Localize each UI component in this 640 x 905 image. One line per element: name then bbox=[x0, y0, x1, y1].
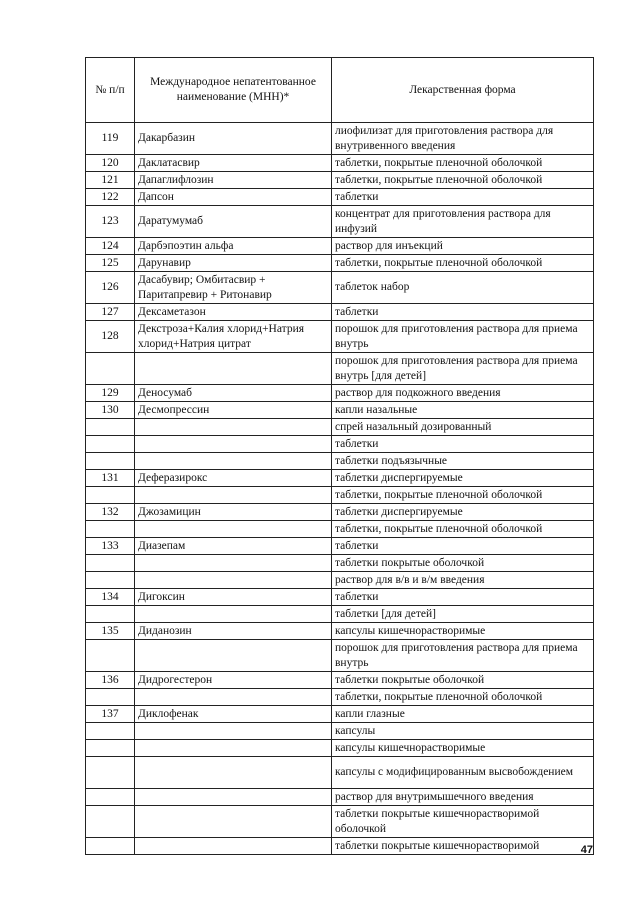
row-number bbox=[86, 487, 135, 504]
row-number bbox=[86, 572, 135, 589]
row-number: 131 bbox=[86, 470, 135, 487]
table-row bbox=[86, 255, 594, 272]
row-form: капли назальные bbox=[332, 402, 594, 419]
row-form: таблетки [для детей] bbox=[332, 606, 594, 623]
row-name: Дигоксин bbox=[135, 589, 332, 606]
row-number: 123 bbox=[86, 206, 135, 238]
row-number: 119 bbox=[86, 123, 135, 155]
row-name bbox=[135, 740, 332, 757]
page-number: 47 bbox=[580, 844, 593, 856]
table-row bbox=[86, 504, 594, 521]
row-form: раствор для инъекций bbox=[332, 238, 594, 255]
row-number: 134 bbox=[86, 589, 135, 606]
row-number: 136 bbox=[86, 672, 135, 689]
table-row bbox=[86, 353, 594, 385]
row-form: таблетки, покрытые пленочной оболочкой bbox=[332, 172, 594, 189]
row-form: капли глазные bbox=[332, 706, 594, 723]
row-form: таблетки диспергируемые bbox=[332, 470, 594, 487]
row-number: 129 bbox=[86, 385, 135, 402]
table-row bbox=[86, 385, 594, 402]
row-number bbox=[86, 453, 135, 470]
row-name bbox=[135, 555, 332, 572]
row-form: порошок для приготовления раствора для приема внутрь bbox=[332, 321, 594, 353]
row-number bbox=[86, 521, 135, 538]
header-form: Лекарственная форма bbox=[332, 58, 594, 123]
row-form: порошок для приготовления раствора для приема внутрь bbox=[332, 640, 594, 672]
row-form: раствор для в/в и в/м введения bbox=[332, 572, 594, 589]
table-row bbox=[86, 123, 594, 155]
row-name: Дарбэпоэтин альфа bbox=[135, 238, 332, 255]
row-number: 126 bbox=[86, 272, 135, 304]
table-row bbox=[86, 572, 594, 589]
row-name: Диданозин bbox=[135, 623, 332, 640]
row-form: таблетки, покрытые пленочной оболочкой bbox=[332, 255, 594, 272]
table-row bbox=[86, 402, 594, 419]
table-row bbox=[86, 419, 594, 436]
row-number: 127 bbox=[86, 304, 135, 321]
row-number bbox=[86, 419, 135, 436]
row-name: Дидрогестерон bbox=[135, 672, 332, 689]
row-name bbox=[135, 572, 332, 589]
row-name bbox=[135, 606, 332, 623]
table-row bbox=[86, 521, 594, 538]
row-form: капсулы кишечнорастворимые bbox=[332, 740, 594, 757]
table-row bbox=[86, 706, 594, 723]
row-form: таблеток набор bbox=[332, 272, 594, 304]
table-body bbox=[86, 123, 594, 855]
table-row bbox=[86, 723, 594, 740]
row-name bbox=[135, 453, 332, 470]
table-row bbox=[86, 555, 594, 572]
table-row bbox=[86, 321, 594, 353]
row-number: 122 bbox=[86, 189, 135, 206]
row-name bbox=[135, 419, 332, 436]
row-name: Дарунавир bbox=[135, 255, 332, 272]
row-form: таблетки, покрытые пленочной оболочкой bbox=[332, 487, 594, 504]
row-form: таблетки подъязычные bbox=[332, 453, 594, 470]
row-number: 130 bbox=[86, 402, 135, 419]
row-name bbox=[135, 436, 332, 453]
row-number bbox=[86, 689, 135, 706]
row-name: Диазепам bbox=[135, 538, 332, 555]
row-name: Десмопрессин bbox=[135, 402, 332, 419]
row-number: 128 bbox=[86, 321, 135, 353]
row-name bbox=[135, 757, 332, 789]
row-name bbox=[135, 487, 332, 504]
row-form: таблетки диспергируемые bbox=[332, 504, 594, 521]
row-form: таблетки bbox=[332, 589, 594, 606]
row-form: капсулы с модифицированным высвобождением bbox=[332, 757, 594, 789]
row-number bbox=[86, 436, 135, 453]
row-form: концентрат для приготовления раствора для инфузий bbox=[332, 206, 594, 238]
row-form: раствор для внутримышечного введения bbox=[332, 789, 594, 806]
row-form: капсулы bbox=[332, 723, 594, 740]
table-row bbox=[86, 172, 594, 189]
row-number: 124 bbox=[86, 238, 135, 255]
row-name: Дасабувир; Омбитасвир + Паритапревир + Ритонавир bbox=[135, 272, 332, 304]
row-number: 125 bbox=[86, 255, 135, 272]
row-number bbox=[86, 789, 135, 806]
row-form: лиофилизат для приготовления раствора для внутривенного введения bbox=[332, 123, 594, 155]
row-name bbox=[135, 640, 332, 672]
table-row bbox=[86, 672, 594, 689]
row-form: таблетки, покрытые пленочной оболочкой bbox=[332, 689, 594, 706]
table-row bbox=[86, 436, 594, 453]
row-name: Джозамицин bbox=[135, 504, 332, 521]
table-row bbox=[86, 470, 594, 487]
table-row bbox=[86, 238, 594, 255]
table-row bbox=[86, 272, 594, 304]
table-row bbox=[86, 740, 594, 757]
row-number bbox=[86, 740, 135, 757]
row-form: порошок для приготовления раствора для приема внутрь [для детей] bbox=[332, 353, 594, 385]
row-form: таблетки, покрытые пленочной оболочкой bbox=[332, 521, 594, 538]
row-name: Даклатасвир bbox=[135, 155, 332, 172]
row-name bbox=[135, 689, 332, 706]
row-form: капсулы кишечнорастворимые bbox=[332, 623, 594, 640]
table-row bbox=[86, 155, 594, 172]
table-row bbox=[86, 206, 594, 238]
row-number bbox=[86, 806, 135, 838]
row-number bbox=[86, 353, 135, 385]
row-number: 132 bbox=[86, 504, 135, 521]
row-name: Дапаглифлозин bbox=[135, 172, 332, 189]
row-number: 120 bbox=[86, 155, 135, 172]
row-name: Дексаметазон bbox=[135, 304, 332, 321]
row-number: 121 bbox=[86, 172, 135, 189]
table-row bbox=[86, 189, 594, 206]
row-number: 133 bbox=[86, 538, 135, 555]
row-form: таблетки bbox=[332, 436, 594, 453]
row-form: таблетки bbox=[332, 538, 594, 555]
row-number bbox=[86, 838, 135, 855]
table-header-row bbox=[86, 58, 594, 123]
table-row bbox=[86, 789, 594, 806]
row-form: таблетки bbox=[332, 304, 594, 321]
table-row bbox=[86, 453, 594, 470]
row-name: Дакарбазин bbox=[135, 123, 332, 155]
row-number bbox=[86, 606, 135, 623]
drug-table bbox=[85, 57, 594, 855]
row-form: раствор для подкожного введения bbox=[332, 385, 594, 402]
table-row bbox=[86, 487, 594, 504]
table-row bbox=[86, 689, 594, 706]
row-name bbox=[135, 521, 332, 538]
row-name bbox=[135, 789, 332, 806]
row-name bbox=[135, 723, 332, 740]
row-name: Диклофенак bbox=[135, 706, 332, 723]
table-row bbox=[86, 538, 594, 555]
row-name: Даратумумаб bbox=[135, 206, 332, 238]
table-row bbox=[86, 838, 594, 855]
table-row bbox=[86, 304, 594, 321]
row-form: таблетки покрытые кишечнорастворимой оболочкой bbox=[332, 806, 594, 838]
row-number bbox=[86, 723, 135, 740]
table-row bbox=[86, 640, 594, 672]
table-row bbox=[86, 623, 594, 640]
table-row bbox=[86, 606, 594, 623]
row-form: таблетки покрытые кишечнорастворимой bbox=[332, 838, 594, 855]
row-number bbox=[86, 757, 135, 789]
row-form: таблетки bbox=[332, 189, 594, 206]
header-name: Международное непатентованное наименование (МНН)* bbox=[135, 58, 332, 123]
row-form: спрей назальный дозированный bbox=[332, 419, 594, 436]
row-number bbox=[86, 640, 135, 672]
header-number: № п/п bbox=[86, 58, 135, 123]
row-form: таблетки покрытые оболочкой bbox=[332, 672, 594, 689]
row-number bbox=[86, 555, 135, 572]
row-name bbox=[135, 838, 332, 855]
row-name: Декстроза+Калия хлорид+Натрия хлорид+Натрия цитрат bbox=[135, 321, 332, 353]
row-name bbox=[135, 806, 332, 838]
table-row bbox=[86, 589, 594, 606]
row-form: таблетки покрытые оболочкой bbox=[332, 555, 594, 572]
row-name: Дапсон bbox=[135, 189, 332, 206]
row-form: таблетки, покрытые пленочной оболочкой bbox=[332, 155, 594, 172]
table-row bbox=[86, 757, 594, 789]
row-name: Деферазирокс bbox=[135, 470, 332, 487]
table-row bbox=[86, 806, 594, 838]
row-number: 137 bbox=[86, 706, 135, 723]
row-name: Деносумаб bbox=[135, 385, 332, 402]
row-name bbox=[135, 353, 332, 385]
row-number: 135 bbox=[86, 623, 135, 640]
